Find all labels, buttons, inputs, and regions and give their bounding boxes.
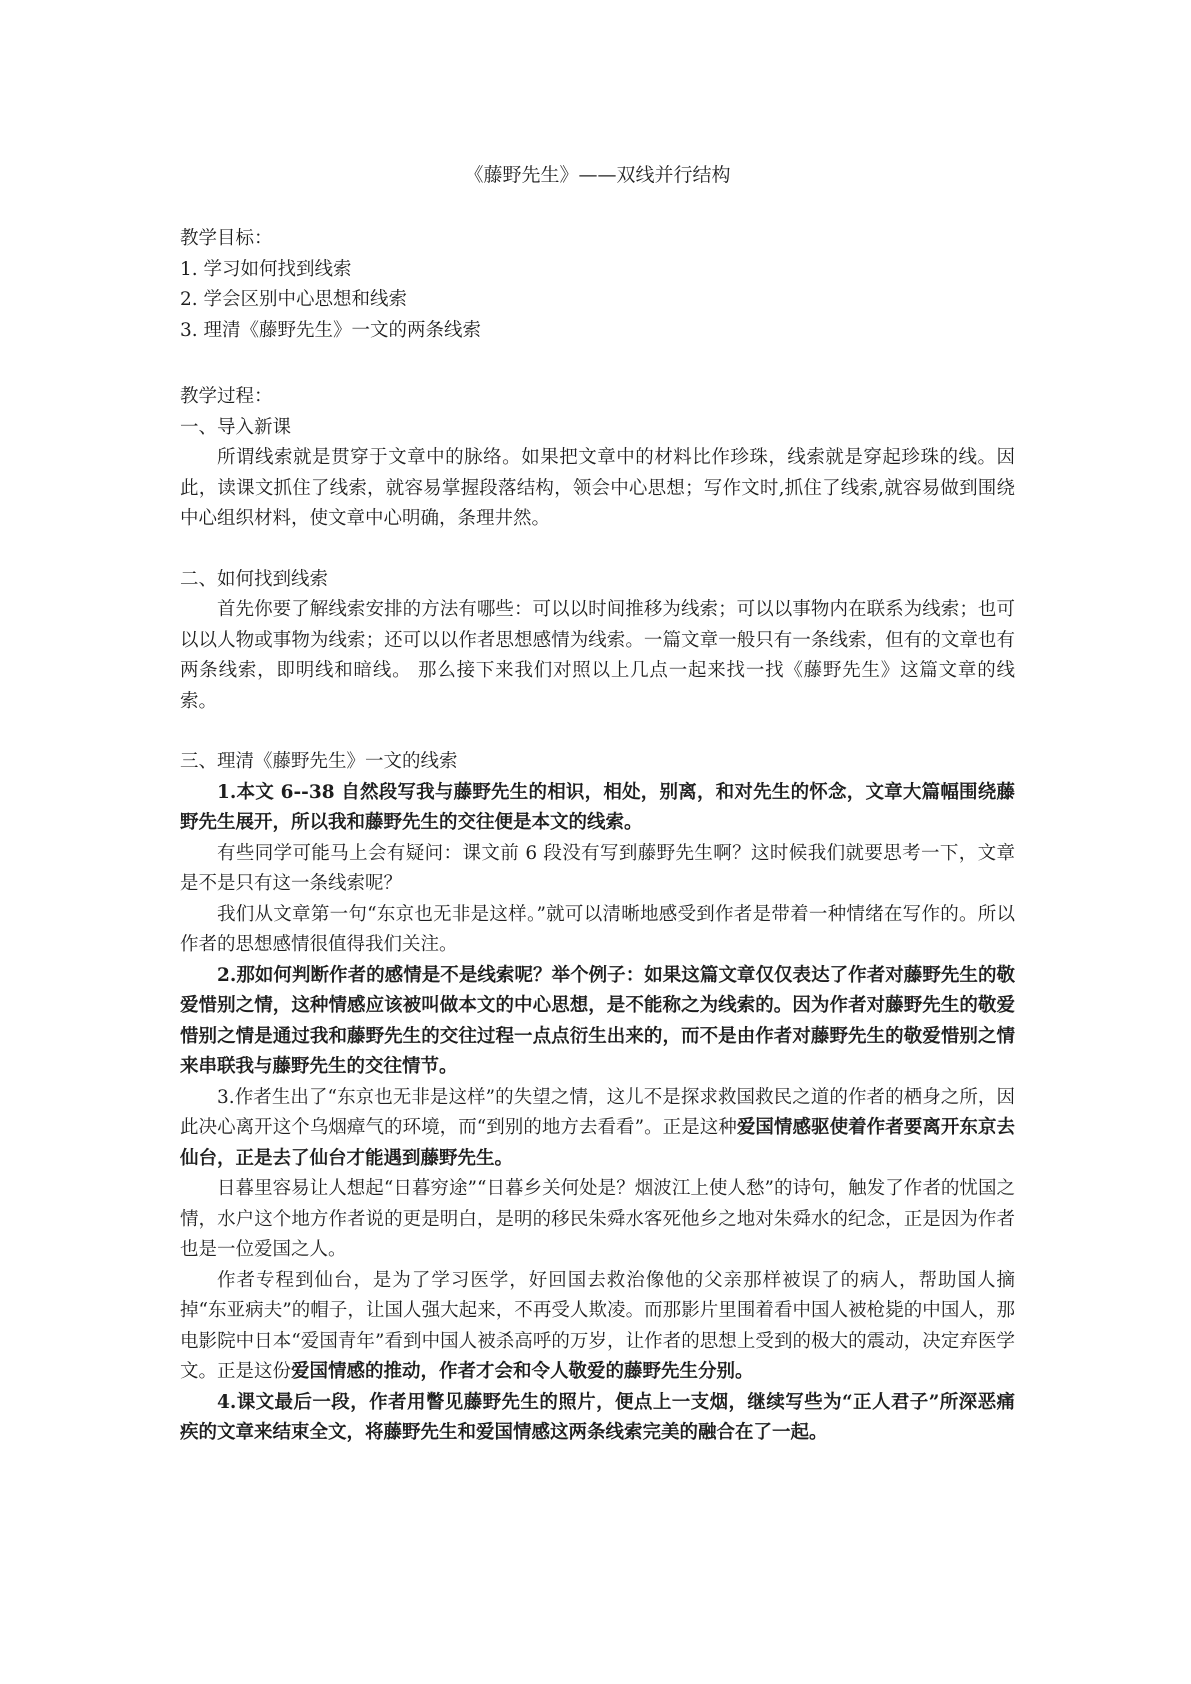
section-3-point-4: 4.课文最后一段，作者用瞥见藤野先生的照片，便点上一支烟，继续写些为“正人君子”所深恶痛疾的文章来结束全文，将藤野先生和爱国情感这两条线索完美的融合在了一起。 (180, 1391, 1015, 1443)
section-1-paragraph: 所谓线索就是贯穿于文章中的脉络。如果把文章中的材料比作珍珠，线索就是穿起珍珠的线。因此，读课文抓住了线索，就容易掌握段落结构，领会中心思想；写作文时,抓住了线索,就容易做到围绕中心组织材料，使文章中心明确，条理井然。 (180, 447, 1015, 529)
paragraph-7-text: 作者专程到仙台，是为了学习医学，好回国去救治像他的父亲那样被误了的病人，帮助国人摘掉“东亚病夫”的帽子，让国人强大起来，不再受人欺凌。而那影片里围着看中国人被枪毙的中国人，那电影院中日本“爱国青年”看到中国人被杀高呼的万岁，让作者的思想上受到的极大的震动，决定弃医学文。正是这份 (180, 1269, 1015, 1382)
document-body (180, 160, 1015, 1449)
paragraph-7-emphasis: 爱国情感的推动，作者才会和令人敬爱的藤野先生分别。 (291, 1361, 754, 1382)
spacer (180, 346, 1015, 382)
goal-item-1: 1. 学习如何找到线索 (180, 258, 352, 280)
goal-item-3: 3. 理清《藤野先生》一文的两条线索 (180, 319, 482, 341)
section-1-heading: 一、导入新课 (180, 416, 292, 438)
section-3-point-1: 1.本文 6--38 自然段写我与藤野先生的相识，相处，别离，和对先生的怀念，文章大篇幅围绕藤野先生展开，所以我和藤野先生的交往便是本文的线索。 (180, 781, 1015, 833)
section-2-paragraph: 首先你要了解线索安排的方法有哪些：可以以时间推移为线索；可以以事物内在联系为线索；也可以以人物或事物为线索；还可以以作者思想感情为线索。一篇文章一般只有一条线索，但有的文章也有两条线索，即明线和暗线。 那么接下来我们对照以上几点一起来找一找《藤野先生》这篇文章的线索。 (180, 599, 1015, 712)
process-heading: 教学过程： (180, 386, 273, 407)
section-3-heading: 三、理清《藤野先生》一文的线索 (180, 751, 458, 772)
section-3-paragraph-2: 有些同学可能马上会有疑问：课文前 6 段没有写到藤野先生啊？这时候我们就要思考一下，文章是不是只有这一条线索呢？ (180, 842, 1015, 894)
section-3-point-2: 2.那如何判断作者的感情是不是线索呢？举个例子：如果这篇文章仅仅表达了作者对藤野先生的敬爱惜别之情，这种情感应该被叫做本文的中心思想，是不能称之为线索的。因为作者对藤野先生的敬爱惜别之情是通过我和藤野先生的交往过程一点点衍生出来的，而不是由作者对藤野先生的敬爱惜别之情来串联我与藤野先生的交往情节。 (180, 964, 1015, 1077)
goal-item-2: 2. 学会区别中心思想和线索 (180, 289, 408, 310)
section-2-heading: 二、如何找到线索 (180, 568, 329, 590)
spacer (180, 535, 1015, 565)
section-3-point-3 (180, 1083, 1015, 1175)
section-3-paragraph-6: 日暮里容易让人想起“日暮穷途”“日暮乡关何处是？烟波江上使人愁”的诗句，触发了作者的忧国之情，水户这个地方作者说的更是明白，是明的移民朱舜水客死他乡之地对朱舜水的纪念，正是因为作者也是一位爱国之人。 (180, 1178, 1015, 1260)
section-3-paragraph-7 (180, 1266, 1015, 1388)
goals-heading: 教学目标： (180, 228, 273, 249)
document-title: 《藤野先生》——双线并行结构 (464, 164, 731, 186)
point-3-text: 3.作者生出了“东京也无非是这样”的失望之情，这儿不是探求救国救民之道的作者的栖身之所，因此决心离开这个乌烟瘴气的环境，而“到别的地方去看看”。正是这种 (180, 1086, 1015, 1138)
section-3-paragraph-3: 我们从文章第一句“东京也无非是这样。”就可以清晰地感受到作者是带着一种情绪在写作的。所以作者的思想感情很值得我们关注。 (180, 903, 1015, 955)
point-3-emphasis: 爱国情感驱使着作者要离开东京去仙台，正是去了仙台才能遇到藤野先生。 (180, 1117, 1015, 1169)
spacer (180, 717, 1015, 747)
